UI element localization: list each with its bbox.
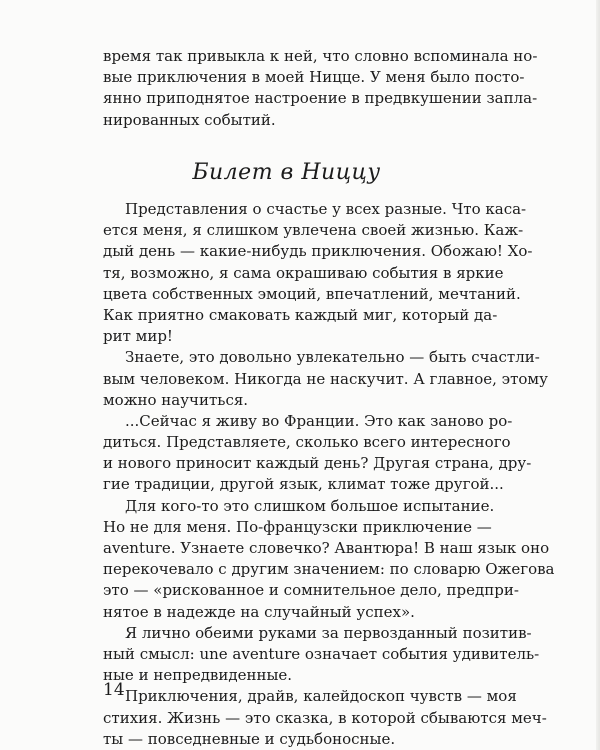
text-line: нированных событий. <box>103 110 276 129</box>
text-line: ...Сейчас я живу во Франции. Это как заново ро- <box>125 411 513 430</box>
text-line: рит мир! <box>103 327 173 346</box>
chapter-title: Билет в Ниццу <box>192 160 381 185</box>
text-line: Но не для меня. По-французски приключение — <box>103 517 492 536</box>
text-line: цвета собственных эмоций, впечатлений, мечтаний. <box>103 284 521 303</box>
top-paragraph <box>103 46 538 131</box>
text-line: перекочевало с другим значением: по словарю Ожегова <box>103 560 555 579</box>
text-line: время так привыкла к ней, что словно вспоминала но- <box>103 47 538 65</box>
text-line: Знаете, это довольно увлекательно — быть счастли- <box>125 348 540 367</box>
text-line: нятое в надежде на случайный успех». <box>103 602 415 621</box>
text-line: ется меня, я слишком увлечена своей жизнью. Каж- <box>103 221 524 240</box>
text-line: и нового приносит каждый день? Другая страна, дру- <box>103 454 532 473</box>
text-line: ные и непредвиденные. <box>103 666 293 685</box>
text-line: дый день — какие-нибудь приключения. Обожаю! Хо- <box>103 242 533 261</box>
text-line: стихия. Жизнь — это сказка, в которой сбываются меч- <box>103 708 547 727</box>
page-number: 14 <box>103 680 125 700</box>
chapter-body <box>103 199 555 750</box>
text-line: Для кого-то это слишком большое испытание. <box>125 496 495 515</box>
text-line: Представления о счастье у всех разные. Что каса- <box>125 200 527 218</box>
text-line: тя, возможно, я сама окрашиваю события в яркие <box>103 263 504 282</box>
text-line: гие традиции, другой язык, климат тоже другой... <box>103 475 504 494</box>
text-line: Как приятно смаковать каждый миг, который да- <box>103 305 498 324</box>
text-line: Я лично обеими руками за первозданный позитив- <box>125 623 532 642</box>
text-line: aventure. Узнаете словечко? Авантюра! В наш язык оно <box>103 539 550 557</box>
text-line: это — «рискованное и сомнительное дело, предпри- <box>103 581 519 600</box>
text-line: ты — повседневные и судьбоносные. <box>103 729 396 748</box>
text-line: янно приподнятое настроение в предвкушении запла- <box>103 89 538 108</box>
text-line: вым человеком. Никогда не наскучит. А главное, этому <box>103 369 548 388</box>
text-line: Приключения, драйв, калейдоскоп чувств — моя <box>125 687 517 706</box>
text-line: можно научиться. <box>103 390 249 409</box>
text-line: ный смысл: une aventure означает события удивитель- <box>103 644 540 663</box>
text-line: диться. Представляете, сколько всего интересного <box>103 433 511 452</box>
text-line: вые приключения в моей Ницце. У меня было посто- <box>103 68 525 87</box>
page-edge <box>596 0 600 750</box>
